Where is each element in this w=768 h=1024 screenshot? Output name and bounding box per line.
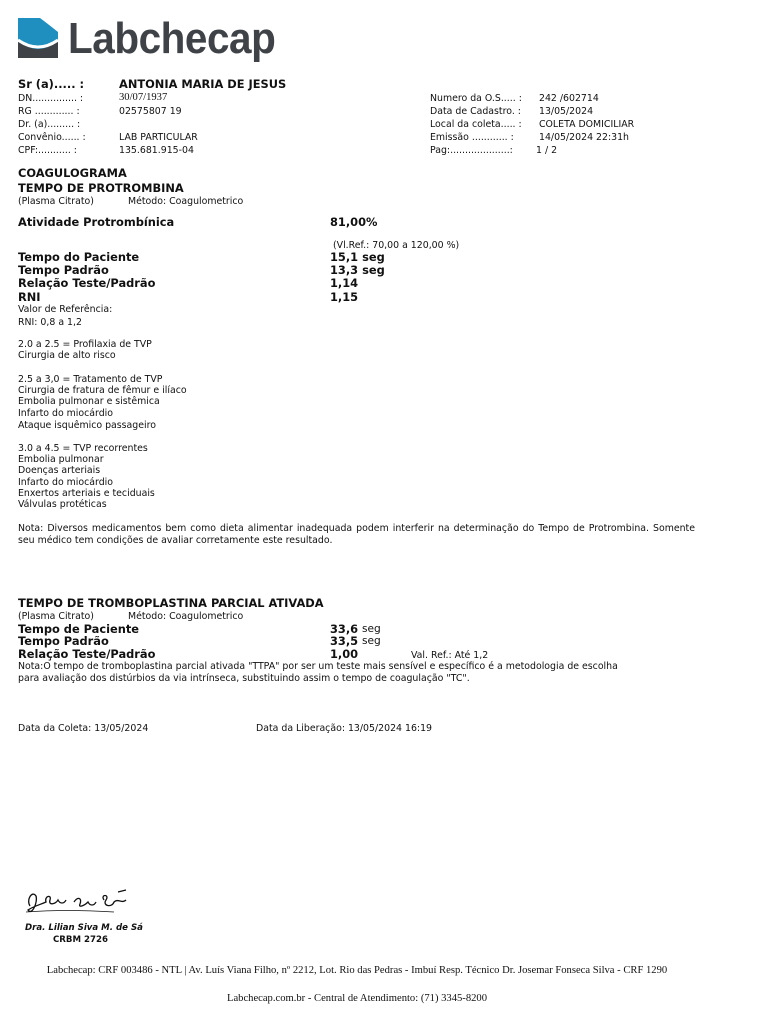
ref-group-item: Embolia pulmonar e sistêmica: [18, 396, 160, 407]
pt-standard-time-label: Tempo Padrão: [18, 263, 109, 277]
emissao-label: Emissão ............ :: [430, 132, 514, 143]
ref-group-item: Infarto do miocárdio: [18, 408, 114, 419]
ref-group-item: 2.5 a 3,0 = Tratamento de TVP: [18, 374, 163, 385]
footer-address: Labchecap: CRF 003486 - NTL | Av. Luís Viana Filho, nº 2212, Lot. Rio das Pedras - Imbuí Resp. Técnico Dr. Josemar Fonseca Silva - CRF 1290: [46, 965, 668, 976]
logo-mark-icon: [18, 18, 58, 58]
dn-value: 30/07/1937: [119, 92, 168, 103]
ref-group-item: Cirurgia de alto risco: [18, 350, 116, 361]
brand-logo: [18, 16, 278, 62]
ref-group-item: Cirurgia de fratura de fêmur e ilíaco: [18, 385, 187, 396]
ttpa-patient-time-value: 33,6: [330, 622, 359, 636]
ref-group-item: Embolia pulmonar: [18, 454, 104, 465]
os-value: 242 /602714: [539, 93, 599, 104]
cpf-label: CPF:........... :: [18, 145, 77, 156]
activity-ref: (Vl.Ref.: 70,00 a 120,00 %): [333, 240, 460, 251]
pt-title: TEMPO DE PROTROMBINA: [18, 181, 184, 195]
pt-note: Nota: Diversos medicamentos bem como dieta alimentar inadequada podem interferir na determinação do Tempo de Protrombina. Somente seu médico tem condições de avaliar corretamente este resultado.: [18, 523, 695, 546]
ttpa-patient-time-unit: seg: [362, 623, 381, 635]
rg-label: RG ............. :: [18, 106, 80, 117]
ttpa-note-line: Nota:O tempo de tromboplastina parcial ativada "TTPA" por ser um teste mais sensível e específico é a metodologia de escolha: [18, 661, 618, 672]
page-value: 1 / 2: [536, 145, 558, 156]
ref-group-item: 3.0 a 4.5 = TVP recorrentes: [18, 443, 148, 454]
rg-value: 02575807 19: [119, 106, 182, 117]
ref-group-item: Ataque isquêmico passageiro: [18, 420, 156, 431]
ttpa-ratio-ref: Val. Ref.: Até 1,2: [411, 650, 489, 661]
ref-line: RNI: 0,8 a 1,2: [18, 317, 82, 328]
doctor-label: Dr. (a)......... :: [18, 119, 81, 130]
patient-name-label: Sr (a)..... :: [18, 77, 85, 91]
page-label: Pag:....................:: [430, 145, 513, 156]
ttpa-note-line: para avaliação dos distúrbios da via intrínseca, substituindo assim o tempo de coagulação "TC".: [18, 673, 470, 684]
convenio-label: Convênio...... :: [18, 132, 86, 143]
rni-label: RNI: [18, 290, 41, 304]
activity-value: 81,00%: [330, 215, 378, 229]
ttpa-standard-time-unit: seg: [362, 635, 381, 647]
ttpa-method: Método: Coagulometrico: [128, 611, 244, 622]
section-title: COAGULOGRAMA: [18, 166, 127, 180]
pt-standard-time: 13,3 seg: [330, 263, 385, 277]
footer-contact: Labchecap.com.br - Central de Atendimento: (71) 3345-8200: [226, 993, 488, 1004]
pt-sample: (Plasma Citrato): [18, 196, 94, 207]
emissao-value: 14/05/2024 22:31h: [539, 132, 629, 143]
signature-icon: [22, 886, 134, 920]
ref-group-item: 2.0 a 2.5 = Profilaxia de TVP: [18, 339, 152, 350]
cpf-value: 135.681.915-04: [119, 145, 194, 156]
convenio-value: LAB PARTICULAR: [119, 132, 198, 143]
ref-group-item: Enxertos arteriais e teciduais: [18, 488, 155, 499]
ref-group-item: Válvulas protéticas: [18, 499, 107, 510]
ttpa-patient-time-label: Tempo de Paciente: [18, 622, 140, 636]
pt-ratio: 1,14: [330, 276, 359, 290]
activity-label: Atividade Protrombínica: [18, 215, 175, 229]
pt-method: Método: Coagulometrico: [128, 196, 244, 207]
ref-group-item: Infarto do miocárdio: [18, 477, 114, 488]
cadastro-label: Data de Cadastro. :: [430, 106, 521, 117]
patient-name: ANTONIA MARIA DE JESUS: [119, 77, 287, 91]
signature-name: Dra. Lilian Siva M. de Sá: [25, 923, 143, 933]
ref-group-item: Doenças arteriais: [18, 465, 101, 476]
ttpa-sample: (Plasma Citrato): [18, 611, 94, 622]
ttpa-ratio-value: 1,00: [330, 647, 359, 661]
signature-crbm: CRBM 2726: [53, 935, 108, 945]
dn-label: DN............... :: [18, 93, 84, 104]
os-label: Numero da O.S..... :: [430, 93, 522, 104]
pt-patient-time: 15,1 seg: [330, 250, 385, 264]
rni-value: 1,15: [330, 290, 359, 304]
ttpa-title: TEMPO DE TROMBOPLASTINA PARCIAL ATIVADA: [18, 596, 324, 610]
ttpa-ratio-label: Relação Teste/Padrão: [18, 647, 156, 661]
collection-date: Data da Coleta: 13/05/2024: [18, 723, 149, 734]
pt-ratio-label: Relação Teste/Padrão: [18, 276, 156, 290]
ref-line: Valor de Referência:: [18, 304, 113, 315]
release-date: Data da Liberação: 13/05/2024 16:19: [256, 723, 432, 734]
local-label: Local da coleta..... :: [430, 119, 522, 130]
brand-name: Labchecap: [68, 14, 276, 63]
cadastro-value: 13/05/2024: [539, 106, 594, 117]
local-value: COLETA DOMICILIAR: [539, 119, 635, 130]
ttpa-standard-time-label: Tempo Padrão: [18, 634, 109, 648]
pt-patient-time-label: Tempo do Paciente: [18, 250, 140, 264]
ttpa-standard-time-value: 33,5: [330, 634, 359, 648]
